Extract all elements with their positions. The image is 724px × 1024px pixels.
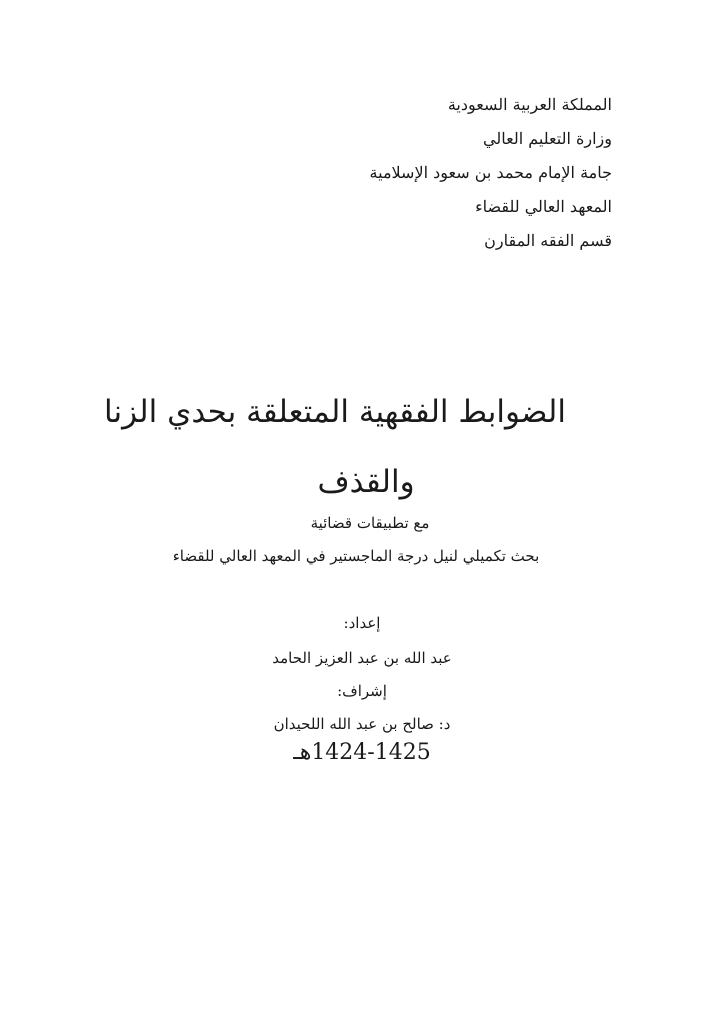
- header-line-country: المملكة العربية السعودية: [447, 95, 612, 114]
- author-name: عبد الله بن عبد العزيز الحامد: [272, 649, 452, 667]
- title-line-1: الضوابط الفقهية المتعلقة بحدي الزنا: [104, 394, 566, 430]
- header-line-institute: المعهد العالي للقضاء: [475, 197, 612, 216]
- header-line-ministry: وزارة التعليم العالي: [483, 129, 612, 148]
- prepared-by-label: إعداد:: [343, 614, 381, 632]
- thesis-title: [0, 388, 724, 506]
- header-line-university: جامة الإمام محمد بن سعود الإسلامية: [369, 163, 612, 182]
- header-line-department: قسم الفقه المقارن: [484, 231, 612, 250]
- institution-header: [312, 88, 612, 258]
- subtitle-applications: مع تطبيقات قضائية: [310, 514, 430, 532]
- supervision-label: إشراف:: [337, 682, 387, 700]
- supervisor-name: د: صالح بن عبد الله اللحيدان: [273, 715, 451, 733]
- title-line-2: والقذف: [317, 464, 415, 500]
- subtitle-degree: بحث تكميلي لنيل درجة الماجستير في المعهد العالي للقضاء: [172, 547, 540, 565]
- hijri-year: 1424-1425هـ: [293, 740, 431, 765]
